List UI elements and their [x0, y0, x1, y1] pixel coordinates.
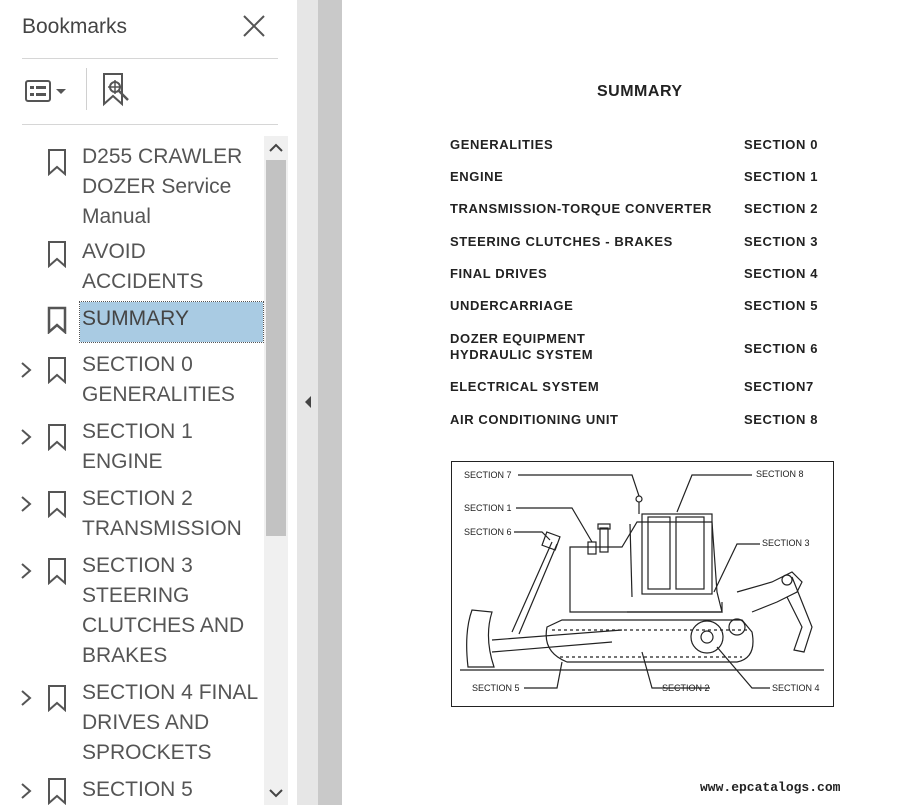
row-name: GENERALITIES — [450, 137, 554, 152]
row-section: SECTION 2 — [744, 201, 819, 216]
row-name: AIR CONDITIONING UNIT — [450, 412, 619, 427]
figure-label: SECTION 8 — [756, 469, 804, 479]
row-section: SECTION 1 — [744, 169, 819, 184]
bookmark-icon — [46, 148, 68, 176]
collapse-left-icon[interactable] — [302, 394, 314, 410]
bookmark-label: SUMMARY — [80, 302, 263, 342]
chevron-right-icon[interactable] — [16, 561, 36, 581]
bookmark-scrollbar[interactable] — [264, 136, 288, 805]
scroll-up-icon[interactable] — [264, 136, 288, 160]
row-name: TRANSMISSION-TORQUE CONVERTER — [450, 201, 713, 216]
scroll-down-icon[interactable] — [264, 781, 288, 805]
bookmark-item[interactable] — [0, 551, 264, 673]
chevron-right-icon[interactable] — [16, 494, 36, 514]
scrollbar-thumb[interactable] — [266, 160, 286, 536]
bookmark-label: SECTION 2 TRANSMISSION — [82, 487, 242, 540]
chevron-right-icon[interactable] — [16, 688, 36, 708]
bookmark-item[interactable] — [0, 678, 264, 770]
figure-label: SECTION 6 — [464, 527, 512, 537]
row-name: ENGINE — [450, 169, 504, 184]
row-section: SECTION 6 — [744, 341, 819, 356]
bookmark-item[interactable] — [0, 417, 264, 479]
row-section: SECTION 3 — [744, 234, 819, 249]
bookmark-item[interactable] — [0, 236, 264, 298]
bookmark-icon — [46, 356, 68, 384]
figure-label: SECTION 3 — [762, 538, 810, 548]
row-section: SECTION 8 — [744, 412, 819, 427]
figure-label: SECTION 7 — [464, 470, 512, 480]
dozer-diagram — [451, 461, 834, 707]
toolbar-divider — [86, 68, 87, 110]
bookmark-icon — [46, 684, 68, 712]
bookmark-item[interactable] — [0, 350, 264, 412]
chevron-right-icon[interactable] — [16, 781, 36, 801]
document-page — [342, 0, 912, 805]
row-section: SECTION 4 — [744, 266, 819, 281]
bookmark-label: AVOID ACCIDENTS — [82, 240, 204, 293]
row-section: SECTION7 — [744, 379, 814, 394]
bookmark-icon — [46, 557, 68, 585]
dozer-drawing — [452, 462, 833, 706]
bookmark-label: SECTION 4 FINAL DRIVES AND SPROCKETS — [82, 681, 258, 764]
divider — [22, 58, 278, 59]
bookmark-label: D255 CRAWLER DOZER Service Manual — [82, 145, 243, 228]
figure-label: SECTION 2 — [662, 683, 710, 693]
row-name: ELECTRICAL SYSTEM — [450, 379, 600, 394]
figure-label: SECTION 1 — [464, 503, 512, 513]
bookmarks-panel — [0, 0, 297, 805]
bookmark-icon — [46, 306, 68, 334]
bookmark-label: SECTION 1 ENGINE — [82, 420, 193, 473]
row-name: DOZER EQUIPMENT HYDRAULIC SYSTEM — [450, 331, 594, 362]
bookmark-item[interactable] — [0, 484, 264, 546]
bookmark-icon — [46, 777, 68, 805]
close-icon[interactable] — [240, 12, 268, 40]
page-title: SUMMARY — [597, 83, 683, 100]
bookmark-label: SECTION 0 GENERALITIES — [82, 353, 235, 406]
list-options-icon[interactable] — [22, 72, 70, 110]
chevron-right-icon[interactable] — [16, 427, 36, 447]
figure-label: SECTION 5 — [472, 683, 520, 693]
bookmark-icon — [46, 490, 68, 518]
bookmark-item[interactable] — [0, 140, 264, 232]
chevron-right-icon[interactable] — [16, 360, 36, 380]
bookmark-item[interactable] — [0, 775, 264, 805]
figure-label: SECTION 4 — [772, 683, 820, 693]
row-section: SECTION 0 — [744, 137, 819, 152]
bookmark-label: SECTION 5 — [82, 778, 193, 801]
find-bookmark-icon[interactable] — [98, 70, 136, 110]
bookmark-icon — [46, 240, 68, 268]
row-name: UNDERCARRIAGE — [450, 298, 574, 313]
panel-title: Bookmarks — [22, 15, 128, 38]
divider — [22, 124, 278, 125]
watermark-url: www.epcatalogs.com — [700, 780, 841, 795]
row-section: SECTION 5 — [744, 298, 819, 313]
row-name: FINAL DRIVES — [450, 266, 548, 281]
row-name: STEERING CLUTCHES - BRAKES — [450, 234, 673, 249]
bookmark-icon — [46, 423, 68, 451]
bookmark-label: SECTION 3 STEERING CLUTCHES AND BRAKES — [82, 554, 245, 667]
panel-splitter[interactable] — [297, 0, 318, 805]
bookmark-tree — [0, 136, 264, 805]
bookmark-item-selected[interactable] — [0, 302, 264, 344]
viewer-background — [318, 0, 342, 805]
